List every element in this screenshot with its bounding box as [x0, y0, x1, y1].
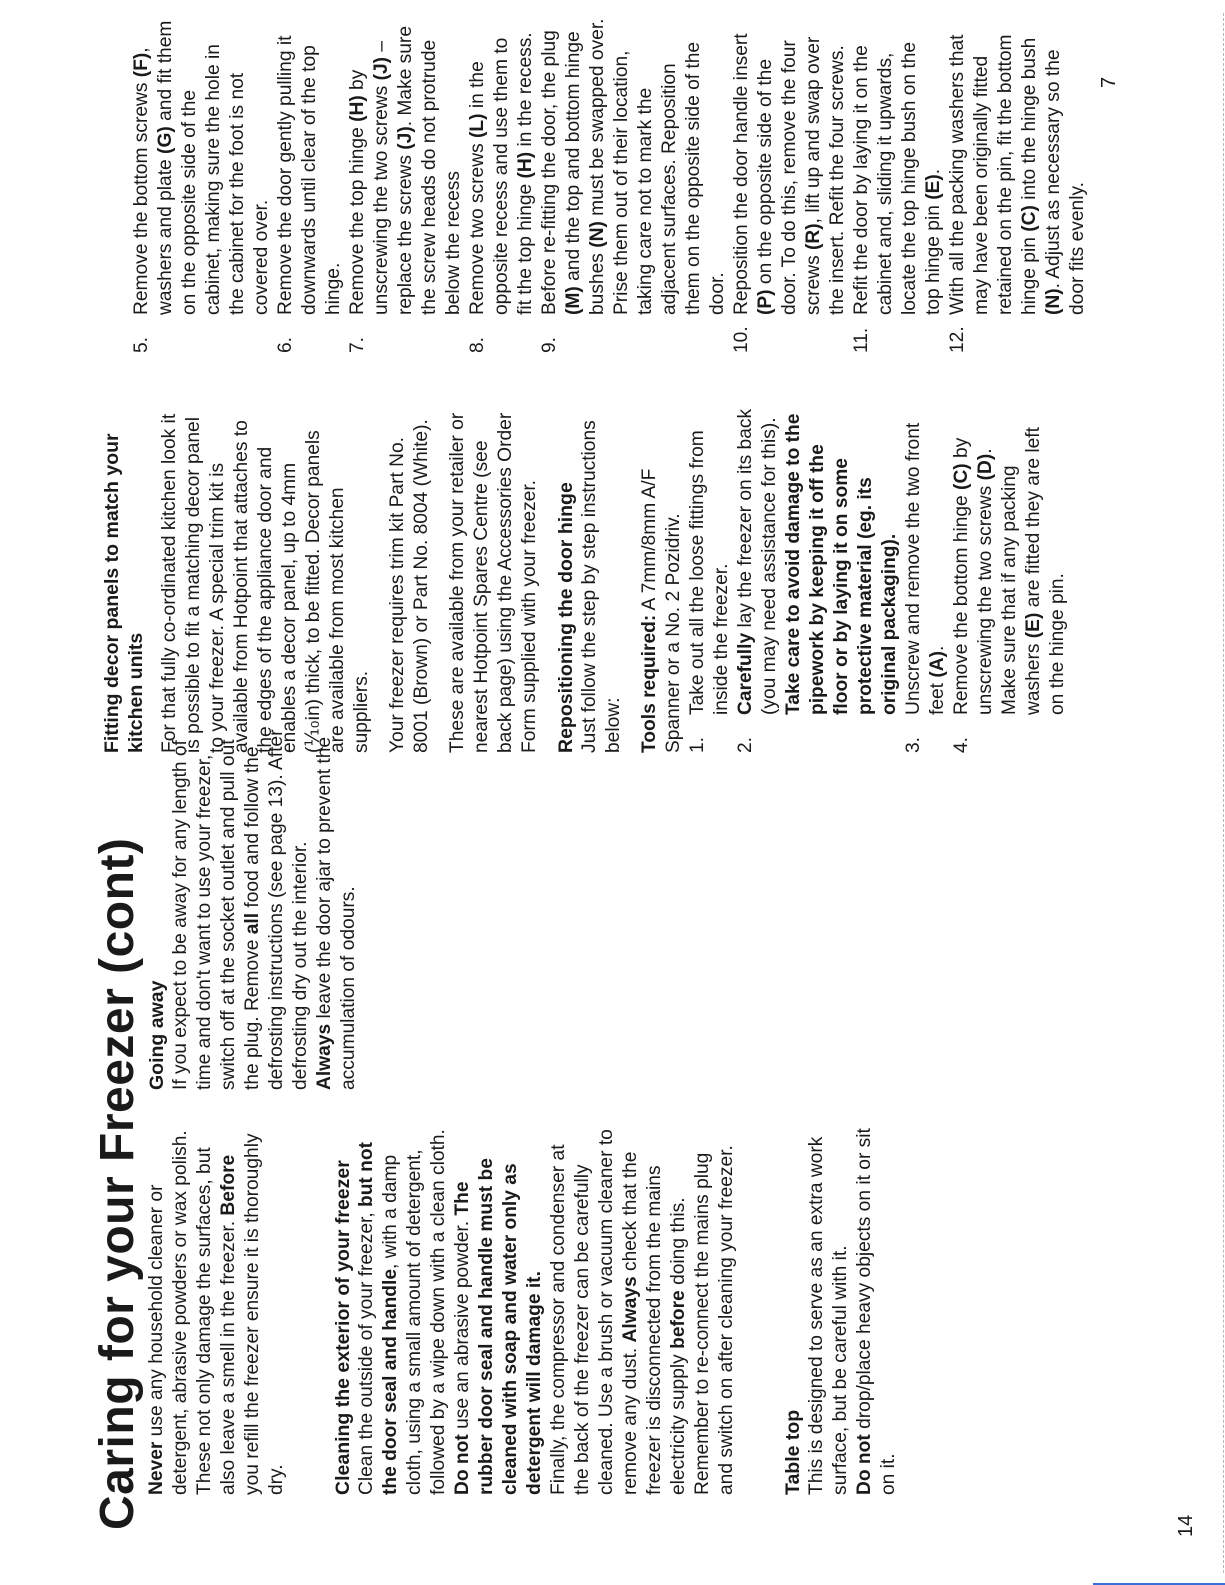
tools-paragraph: Tools required: A 7mm/8mm A/F Spanner or a No. 2 Pozidriv.: [639, 468, 684, 753]
list-item: 11. Refit the door by laying it on the cabinet and, sliding it upwards, locate the top hinge bush on the top hinge pin (E).: [851, 41, 944, 353]
page-number-left: 14: [1175, 1514, 1197, 1537]
page-number-right: 7: [1098, 76, 1120, 88]
retailer-paragraph: These are available from your retailer or nearest Hotpoint Spares Centre (see back page) using the Accessories Order Form supplied with your freezer.: [447, 412, 540, 753]
decor-paragraph: For that fully co-ordinated kitchen look it is possible to fit a matching decor panel to your freezer. A special trim kit is available from Hotpoint that attaches to the edges of the appliance door and enables a decor panel, up to 4mm (⅒in) thick, to be fitted. Decor panels are available from most kitchen suppliers.: [159, 413, 372, 753]
steps-list-b: [130, 18, 1090, 353]
list-item: 1. Take out all the loose fittings from inside the freezer.: [687, 430, 732, 753]
list-item: 9. Before re-fitting the door, the plug (M) and the top and bottom hinge bushes (N) must be swapped over. Prise them out of their location, taking care not to mark the adjacent surfaces. Reposition them on the opposite side of the door.: [539, 18, 728, 353]
always-paragraph: Always leave the door ajar to prevent the accumulation of odours.: [314, 736, 359, 1090]
list-item: 8. Remove two screws (L) in the opposite recess and use them to fit the top hinge (H) in the recess.: [467, 32, 536, 353]
trim-kit-paragraph: Your freezer requires trim kit Part No. 8001 (Brown) or Part No. 8004 (White).: [387, 419, 432, 753]
list-item: 4. Remove the bottom hinge (C) by unscrewing the two screws (D). Make sure that if any packing washers (E) are fitted they are left on the hinge pin.: [951, 427, 1068, 753]
table-top-heading: Table top: [782, 1409, 804, 1495]
steps-list-a: [686, 408, 1070, 753]
column-3: [100, 408, 1070, 753]
never-paragraph: Never use any household cleaner or detergent, abrasive powders or wax polish. These not only damage the surfaces, but also leave a smell in the freezer. Before you refill the freezer ensure it is thoroughly dry.: [146, 1130, 287, 1495]
list-item: 12. With all the packing washers that may have been originally fitted retained on the pin, fit the bottom hinge pin (C) into the hinge bush (N). Adjust as necessary so the door fits evenly.: [947, 34, 1088, 353]
exterior-heading: Cleaning the exterior of your freezer: [332, 1160, 354, 1495]
list-item: 5. Remove the bottom screws (F), washers and plate (G) and fit them on the opposite side of the cabinet, making sure the hole in the cabinet for the foot is not covered over.: [131, 20, 272, 353]
column-2: [145, 720, 361, 1090]
exterior-paragraph: Clean the outside of your freezer, but not the door seal and handle, with a damp cloth, using a small amount of detergent, followed by a wipe down with a clean cloth. Do not use an abrasive powder. The rubber door seal and handle must be cleaned with soap and water only as detergent will damage it.: [356, 1129, 545, 1495]
table-top-paragraph: This is designed to serve as an extra work surface, but be careful with it.: [806, 1136, 851, 1495]
hinge-heading: Repositioning the door hinge: [555, 482, 577, 753]
page-title: Caring for your Freezer (cont): [91, 837, 144, 1530]
list-item: 3. Unscrew and remove the two front feet (A).: [903, 422, 948, 753]
reconnect-paragraph: Remember to re-connect the mains plug and switch on after cleaning your freezer.: [692, 1145, 737, 1495]
step-intro: Just follow the step by step instructions below:: [579, 420, 624, 753]
going-away-heading: Going away: [146, 980, 168, 1090]
going-away-paragraph: If you expect to be away for any length of time and don't want to use your freezer, switch off at the socket outlet and pull out the plug. Remove all food and follow the defrosting instructions (see page 13). After defrosting dry out the interior.: [170, 729, 311, 1090]
list-item: 6. Remove the door gently pulling it downwards until clear of the top hinge.: [275, 35, 344, 353]
fold-line: [1223, 13, 1224, 1573]
list-item: 7. Remove the top hinge (H) by unscrewing the two screws (J) – replace the screws (J). Make sure the screw heads do not protrude below the recess: [347, 26, 464, 353]
column-1: [145, 1125, 901, 1495]
decor-heading: Fitting decor panels to match your kitchen units: [101, 433, 147, 753]
list-item: 10. Reposition the door handle insert (P) on the opposite side of the door. To do this, remove the four screws (R), lift up and swap over the insert. Refit the four screws.: [731, 33, 848, 353]
column-4: [130, 18, 1090, 353]
do-not-paragraph: Do not drop/place heavy objects on it or sit on it.: [854, 1128, 899, 1495]
list-item: 2. Carefully lay the freezer on its back (you may need assistance for this). Take care to avoid damage to the pipework by keeping it off the floor or by laying it on some protective material (eg. its original packaging).: [735, 408, 900, 753]
compressor-paragraph: Finally, the compressor and condenser at the back of the freezer can be carefully cleaned. Use a brush or vacuum cleaner to remove any dust. Always check that the freezer is disconnected from the mains electricity supply before doing this.: [548, 1129, 689, 1495]
